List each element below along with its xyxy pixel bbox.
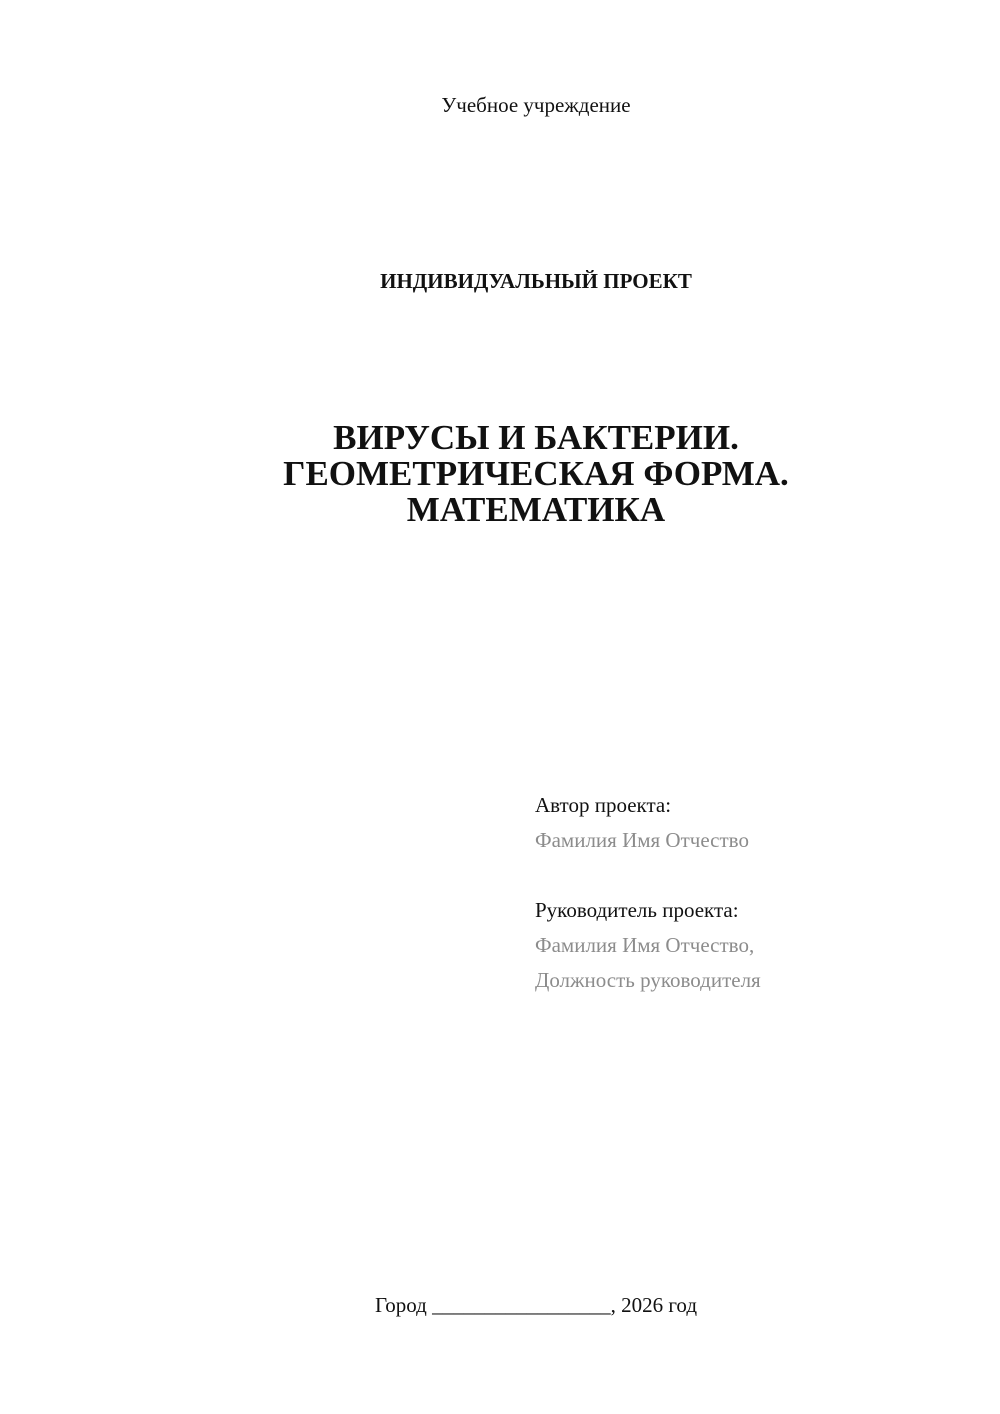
author-label: Автор проекта: bbox=[535, 793, 672, 817]
credits-block bbox=[535, 788, 761, 998]
project-title-line-1: ВИРУСЫ И БАКТЕРИИ. bbox=[333, 418, 739, 457]
supervisor-position: Должность руководителя bbox=[535, 968, 761, 992]
document-type: ИНДИВИДУАЛЬНЫЙ ПРОЕКТ bbox=[380, 269, 692, 293]
supervisor-label: Руководитель проекта: bbox=[535, 898, 739, 922]
project-title-line-2: ГЕОМЕТРИЧЕСКАЯ ФОРМА. bbox=[283, 454, 789, 493]
supervisor-name: Фамилия Имя Отчество, bbox=[535, 933, 755, 957]
project-title bbox=[0, 420, 1000, 528]
city-year-line: Город _________________, 2026 год bbox=[374, 1293, 698, 1317]
credits-spacer bbox=[535, 858, 761, 893]
author-name: Фамилия Имя Отчество bbox=[535, 828, 749, 852]
project-title-line-3: МАТЕМАТИКА bbox=[406, 490, 666, 529]
institution-name: Учебное учреждение bbox=[441, 93, 631, 117]
